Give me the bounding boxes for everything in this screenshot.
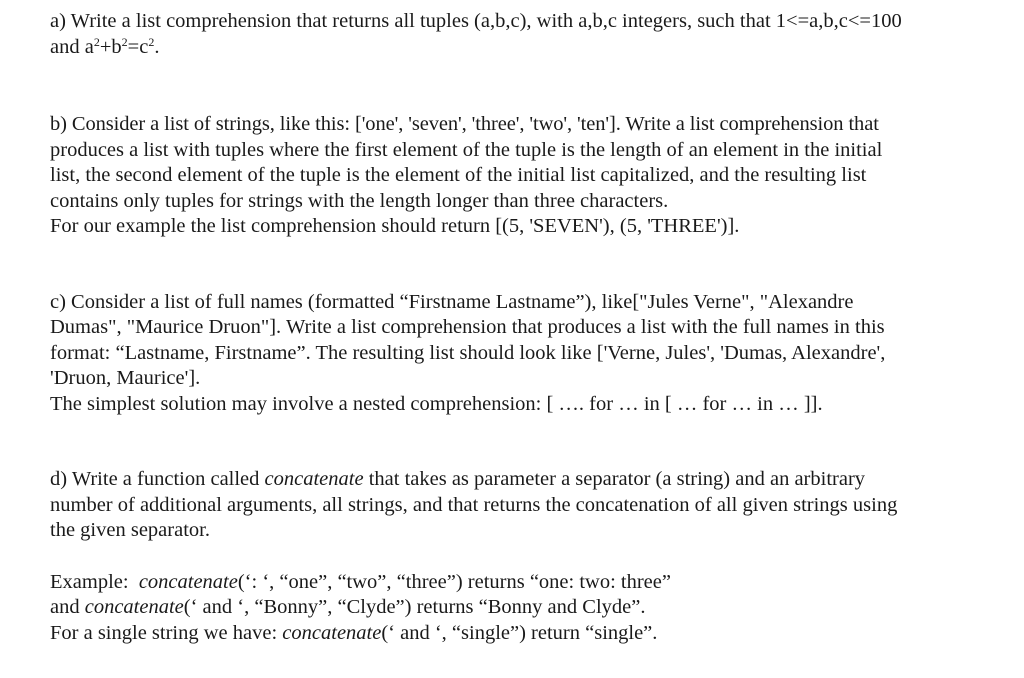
exercise-b-line-5: For our example the list comprehension should return [(5, 'SEVEN'), (5, 'THREE')]. bbox=[50, 215, 740, 237]
text-fragment: For a single string we have: bbox=[50, 621, 283, 644]
superscript: 2 bbox=[121, 34, 128, 49]
text-fragment: (‘ and ‘, “single”) return “single”. bbox=[381, 621, 658, 644]
function-name: concatenate bbox=[84, 596, 184, 618]
example-line-3 bbox=[50, 621, 980, 647]
text-fragment: d) Write a function called bbox=[50, 468, 265, 490]
function-name: concatenate bbox=[138, 570, 238, 593]
exercise-document bbox=[50, 9, 980, 646]
function-name: concatenate bbox=[264, 468, 364, 490]
exercise-a-line-1: a) Write a list comprehension that returns all tuples (a,b,c), with a,b,c integers, such that 1<=a,b,c<=100 bbox=[50, 10, 902, 32]
exercise-c-line-5: The simplest solution may involve a nested comprehension: [ …. for … in [ … for … in … ]]. bbox=[50, 392, 823, 415]
exercise-c-line-3: format: “Lastname, Firstname”. The resulting list should look like ['Verne, Jules', 'Dumas, Alexandre', bbox=[50, 341, 886, 364]
superscript: 2 bbox=[93, 34, 100, 49]
exercise-b-line-3: list, the second element of the tuple is the element of the initial list capitalized, and the resulting list bbox=[50, 164, 867, 186]
exercise-c-line-2: Dumas", "Maurice Druon"]. Write a list comprehension that produces a list with the full names in this bbox=[50, 316, 885, 338]
exercise-b-line-4: contains only tuples for strings with the length longer than three characters. bbox=[50, 189, 669, 212]
exercise-d bbox=[50, 467, 980, 646]
exercise-d-line-3: the given separator. bbox=[50, 519, 210, 541]
exercise-c-line-4: 'Druon, Maurice']. bbox=[50, 367, 201, 389]
example-line-1 bbox=[50, 570, 980, 596]
text-fragment: and a bbox=[50, 35, 94, 58]
exercise-b bbox=[50, 112, 980, 240]
text-fragment: =c bbox=[127, 35, 149, 58]
text-fragment: that takes as parameter a separator (a string) and an arbitrary bbox=[363, 468, 866, 490]
exercise-c bbox=[50, 290, 980, 418]
text-fragment: +b bbox=[99, 35, 122, 58]
example-line-2 bbox=[50, 595, 980, 621]
function-name: concatenate bbox=[282, 621, 382, 644]
exercise-a bbox=[50, 9, 980, 60]
superscript: 2 bbox=[148, 34, 155, 49]
exercise-b-line-1: b) Consider a list of strings, like this: ['one', 'seven', 'three', 'two', 'ten']. Write a list comprehension that bbox=[50, 113, 879, 135]
text-fragment: Example: bbox=[50, 570, 139, 593]
text-fragment: (‘: ‘, “one”, “two”, “three”) returns “one: two: three” bbox=[237, 570, 671, 593]
exercise-c-line-1: c) Consider a list of full names (formatted “Firstname Lastname”), like["Jules Verne", "Alexandre bbox=[50, 290, 854, 313]
text-fragment: and bbox=[50, 596, 85, 618]
text-fragment: (‘ and ‘, “Bonny”, “Clyde”) returns “Bonny and Clyde”. bbox=[183, 596, 646, 618]
exercise-d-line-1 bbox=[50, 467, 980, 493]
text-fragment: . bbox=[154, 35, 160, 58]
exercise-b-line-2: produces a list with tuples where the first element of the tuple is the length of an element in the initial bbox=[50, 138, 883, 161]
exercise-a-line-2 bbox=[50, 35, 980, 61]
exercise-d-line-2: number of additional arguments, all strings, and that returns the concatenation of all given strings using bbox=[50, 493, 898, 516]
